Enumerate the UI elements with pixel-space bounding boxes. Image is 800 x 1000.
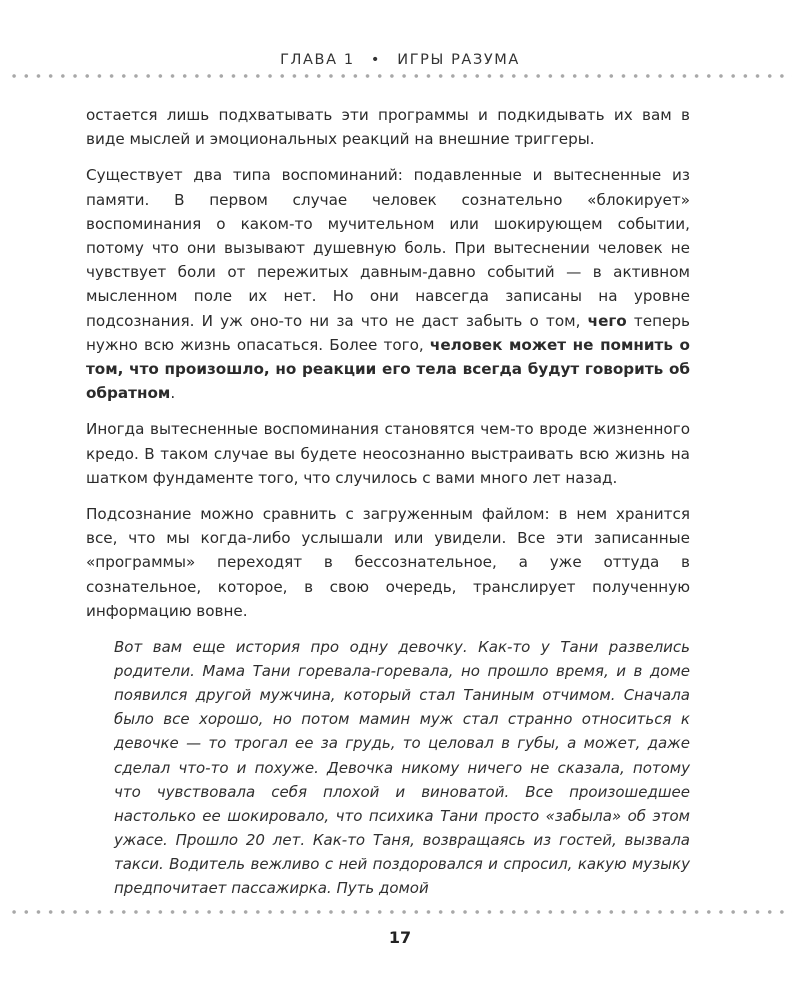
header-separator: • [370,52,382,68]
paragraph-2-text-c: . [170,384,176,403]
paragraph-2 [86,163,690,405]
paragraph-2-bold-a: чего [587,311,627,330]
paragraph-1: остается лишь подхватывать эти программы и подкидывать их вам в виде мыслей и эмоциональных реакций на внешние триггеры. [86,106,690,149]
paragraph-2-bold-b: человек может не помнить о том, что произошло, но реакции его тела всегда будут говорить об обратном [86,335,690,403]
bottom-dotted-rule [8,910,792,914]
paragraph-4: Подсознание можно сравнить с загруженным файлом: в нем хранится все, что мы когда-либо услышали или увидели. Все эти записанные «программы» переходят в бессознательное, а уже оттуда в сознательное, которое, в свою очередь, транслирует полученную информацию вовне. [86,505,690,620]
body-text [86,103,690,900]
story-paragraph: Вот вам еще история про одну девочку. Как-то у Тани развелись родители. Мама Тани горевала-горевала, но прошло время, и в доме появился другой мужчина, который стал Таниным отчимом. Сначала было все хорошо, но потом мамин муж стал странно относиться к девочке — то трогал ее за грудь, то целовал в губы, а может, даже сделал что-то и похуже. Девочка никому ничего не сказала, потому что чувствовала себя плохой и виноватой. Все произошедшее настолько ее шокировало, что психика Тани просто «забыла» об этом ужасе. Прошло 20 лет. Как-то Таня, возвращаясь из гостей, вызвала такси. Водитель вежливо с ней поздоровался и спросил, какую музыку предпочитает пассажирка. Путь домой [114,638,690,897]
running-header [0,52,800,68]
chapter-label: ГЛАВА 1 [280,52,355,68]
top-dotted-rule [8,74,792,78]
page-number: 17 [388,928,412,947]
paragraph-3: Иногда вытесненные воспоминания становятся чем-то вроде жизненного кредо. В таком случае вы будете неосознанно выстраивать всю жизнь на шатком фундаменте того, что случилось с вами много лет назад. [86,420,690,487]
paragraph-2-text-b: теперь нужно всю жизнь опасаться. Более того, [86,311,690,354]
paragraph-2-text-a: Существует два типа воспоминаний: подавленные и вытесненные из памяти. В первом случае человек сознательно «блокирует» воспоминания о каком-то мучительном или шокирующем событии, потому что они вызывают душевную боль. При вытеснении человек не чувствует боли от пережитых давным-давно событий — в активном мысленном поле их нет. Но они навсегда записаны на уровне подсознания. И уж оно-то ни за что не даст забыть о том, [86,166,690,330]
chapter-title: ИГРЫ РАЗУМА [397,52,520,68]
